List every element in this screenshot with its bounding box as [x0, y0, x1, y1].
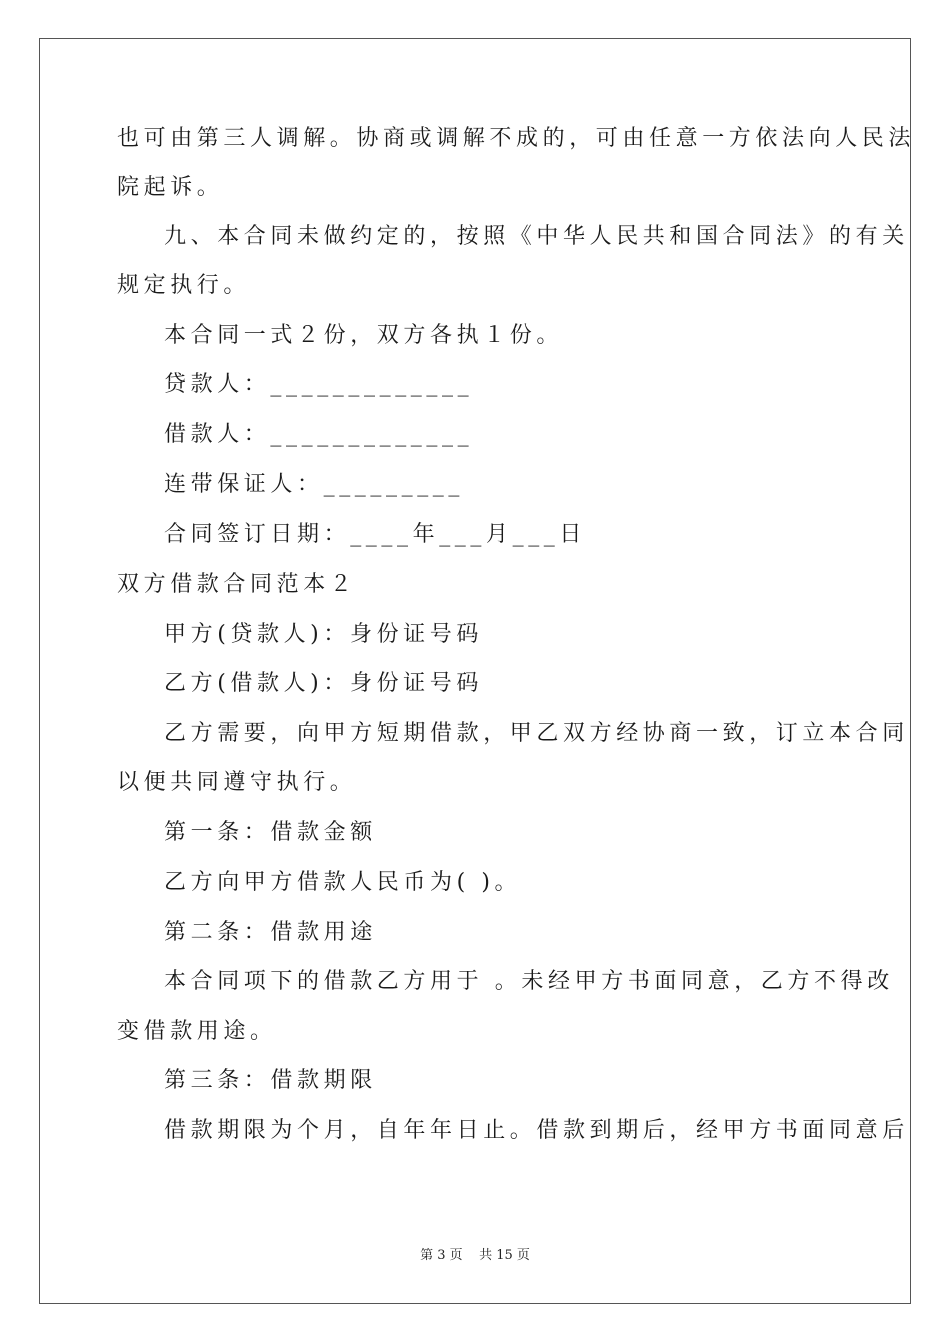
text-line: 变借款用途。 [117, 1019, 277, 1044]
party-b-line: 乙方(借款人)：身份证号码 [164, 671, 483, 696]
signing-date-line: 合同签订日期：____年___月___日 [164, 522, 587, 547]
party-a-line: 甲方(贷款人)：身份证号码 [164, 622, 483, 647]
article-heading: 第一条：借款金额 [164, 820, 377, 845]
text-line: 本合同项下的借款乙方用于 。未经甲方书面同意，乙方不得改 [164, 969, 894, 994]
lender-signature-line: 贷款人：_____________ [164, 372, 474, 397]
article-heading: 第三条：借款期限 [164, 1068, 377, 1093]
page-number-footer: 第 3 页 共 15 页 [420, 1248, 530, 1263]
text-line: 也可由第三人调解。协商或调解不成的，可由任意一方依法向人民法 [117, 126, 916, 151]
guarantor-signature-line: 连带保证人：_________ [164, 472, 465, 497]
text-line: 乙方需要，向甲方短期借款，甲乙双方经协商一致，订立本合同 [164, 721, 909, 746]
text-line: 本合同一式２份，双方各执１份。 [164, 323, 564, 348]
borrower-signature-line: 借款人：_____________ [164, 422, 474, 447]
text-line: 九、本合同未做约定的，按照《中华人民共和国合同法》的有关 [164, 224, 909, 249]
text-line: 以便共同遵守执行。 [117, 770, 357, 795]
section-title: 双方借款合同范本２ [117, 572, 357, 597]
article-heading: 第二条：借款用途 [164, 920, 377, 945]
text-line: 乙方向甲方借款人民币为( )。 [164, 870, 522, 895]
text-line: 院起诉。 [117, 175, 224, 200]
text-line: 规定执行。 [117, 273, 251, 298]
text-line: 借款期限为个月，自年年日止。借款到期后，经甲方书面同意后 [164, 1118, 909, 1143]
